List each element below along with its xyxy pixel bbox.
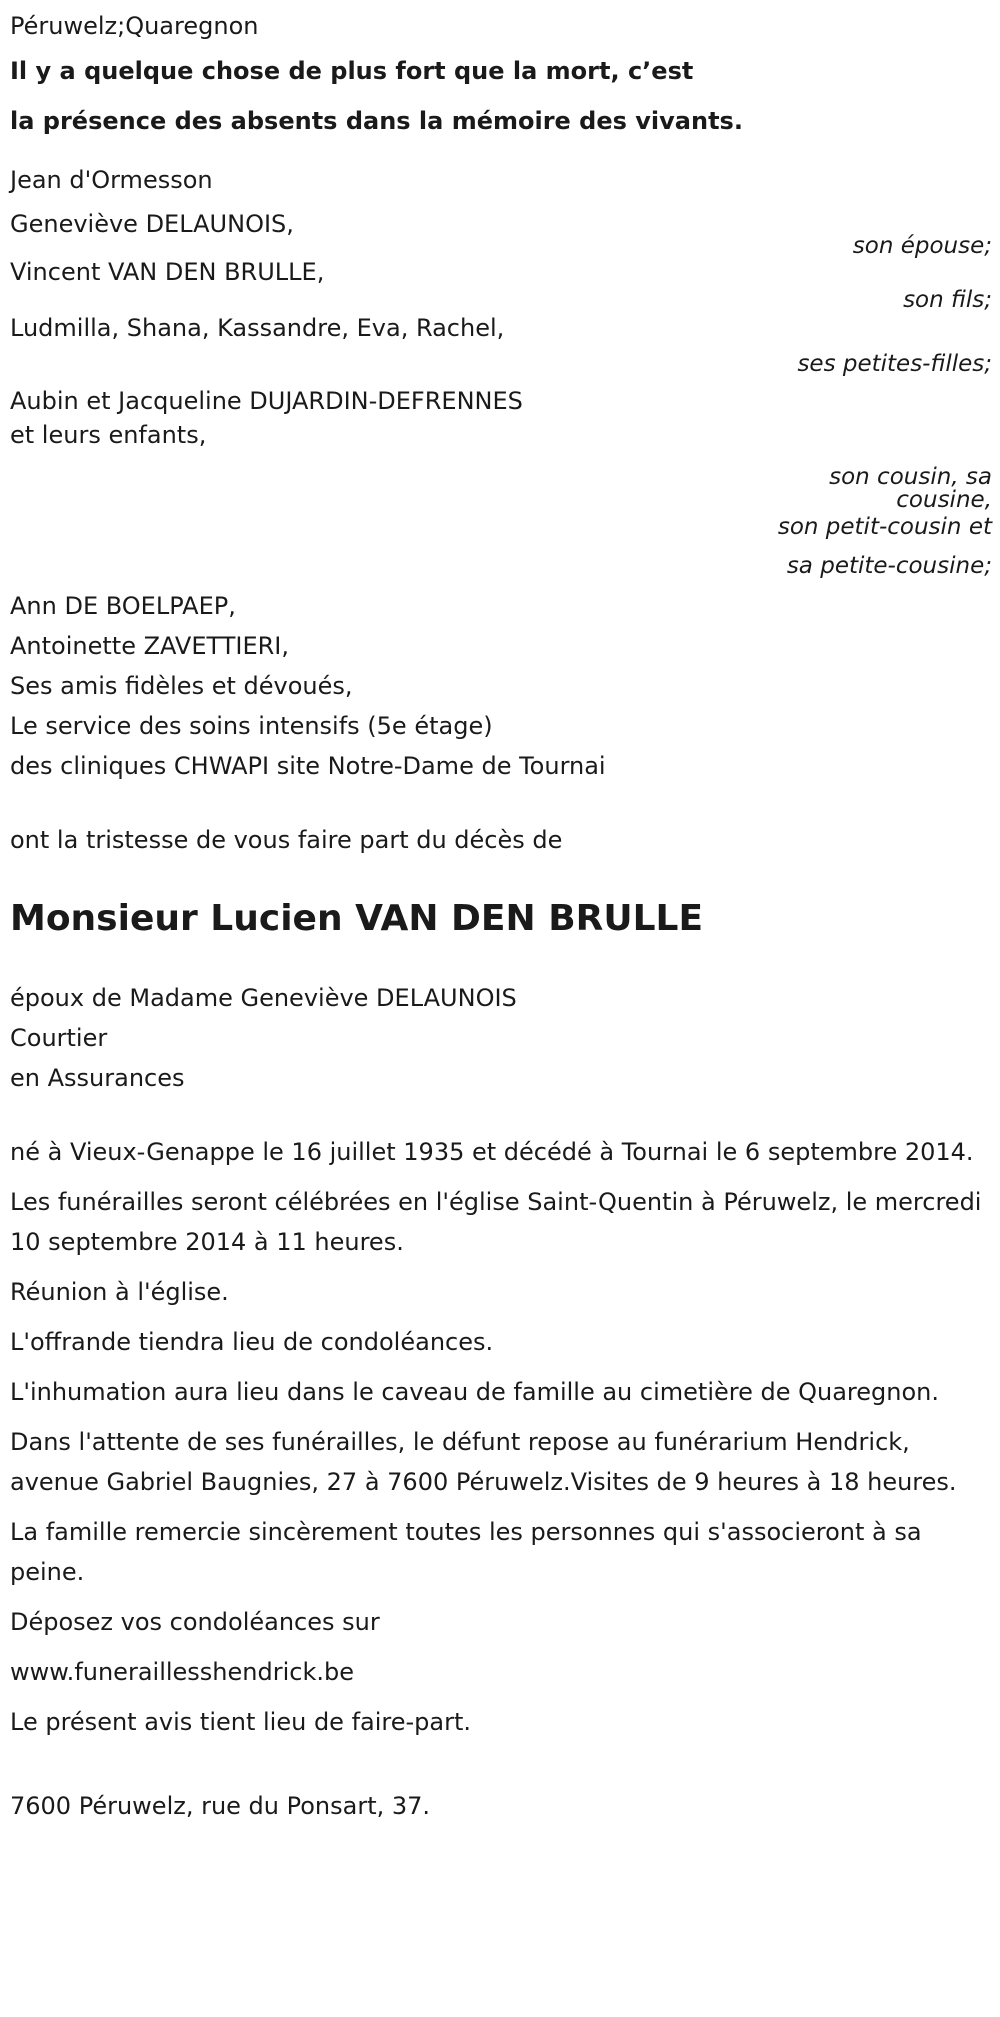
family-name: Ludmilla, Shana, Kassandre, Eva, Rachel,	[10, 314, 505, 342]
other-person: Antoinette ZAVETTIERI,	[10, 632, 290, 660]
family-name: Geneviève DELAUNOIS,	[10, 210, 294, 238]
family-member	[10, 384, 992, 586]
condolences-paragraph: Déposez vos condoléances sur	[10, 1608, 380, 1636]
quote-author: Jean d'Ormesson	[10, 166, 213, 194]
others-list	[10, 586, 992, 786]
family-name: Vincent VAN DEN BRULLE,	[10, 258, 325, 286]
funeral-paragraph: Les funérailles seront célébrées en l'église Saint-Quentin à Péruwelz, le mercredi 10 septembre 2014 à 11 heures.	[10, 1188, 982, 1256]
thanks-paragraph: La famille remercie sincèrement toutes les personnes qui s'associeront à sa peine.	[10, 1518, 922, 1586]
family-role: son épouse;	[852, 233, 992, 259]
address: 7600 Péruwelz, rue du Ponsart, 37.	[10, 1792, 431, 1820]
quote-line-1: Il y a quelque chose de plus fort que la mort, c’est	[10, 57, 694, 85]
family-role: son petit-cousin et	[777, 514, 992, 540]
other-person: des cliniques CHWAPI site Notre-Dame de Tournai	[10, 752, 606, 780]
deceased-details	[10, 978, 992, 1098]
obituary-notice	[10, 6, 992, 1826]
family-role: cousine,	[896, 487, 992, 513]
family-role: sa petite-cousine;	[786, 553, 992, 579]
birth-death-paragraph: né à Vieux-Genappe le 16 juillet 1935 et décédé à Tournai le 6 septembre 2014.	[10, 1138, 974, 1166]
deceased-name: Monsieur Lucien VAN DEN BRULLE	[10, 898, 704, 939]
family-list	[10, 204, 992, 586]
quote-block	[10, 46, 992, 146]
deceased-detail: en Assurances	[10, 1064, 185, 1092]
website-link[interactable]: www.funeraillesshendrick.be	[10, 1658, 354, 1686]
meeting-paragraph: Réunion à l'église.	[10, 1278, 229, 1306]
quote-line-2: la présence des absents dans la mémoire des vivants.	[10, 107, 743, 135]
announcement: ont la tristesse de vous faire part du décès de	[10, 826, 563, 854]
family-role: ses petites-filles;	[797, 351, 992, 377]
family-role: son fils;	[903, 287, 992, 313]
notice-paragraph: Le présent avis tient lieu de faire-part.	[10, 1708, 472, 1736]
offering-paragraph: L'offrande tiendra lieu de condoléances.	[10, 1328, 494, 1356]
location-header: Péruwelz;Quaregnon	[10, 12, 259, 40]
deceased-detail: époux de Madame Geneviève DELAUNOIS	[10, 984, 517, 1012]
funerarium-paragraph: Dans l'attente de ses funérailles, le défunt repose au funérarium Hendrick, avenue Gabriel Baugnies, 27 à 7600 Péruwelz.Visites de 9 heures à 18 heures.	[10, 1428, 957, 1496]
notice-body	[10, 1132, 992, 1742]
deceased-detail: Courtier	[10, 1024, 108, 1052]
family-member	[10, 308, 992, 384]
other-person: Ses amis fidèles et dévoués,	[10, 672, 353, 700]
family-name: Aubin et Jacqueline DUJARDIN-DEFRENNES	[10, 387, 523, 415]
family-role: son cousin, sa	[829, 464, 992, 490]
burial-paragraph: L'inhumation aura lieu dans le caveau de famille au cimetière de Quaregnon.	[10, 1378, 939, 1406]
other-person: Le service des soins intensifs (5e étage)	[10, 712, 493, 740]
family-name: et leurs enfants,	[10, 421, 207, 449]
other-person: Ann DE BOELPAEP,	[10, 592, 236, 620]
